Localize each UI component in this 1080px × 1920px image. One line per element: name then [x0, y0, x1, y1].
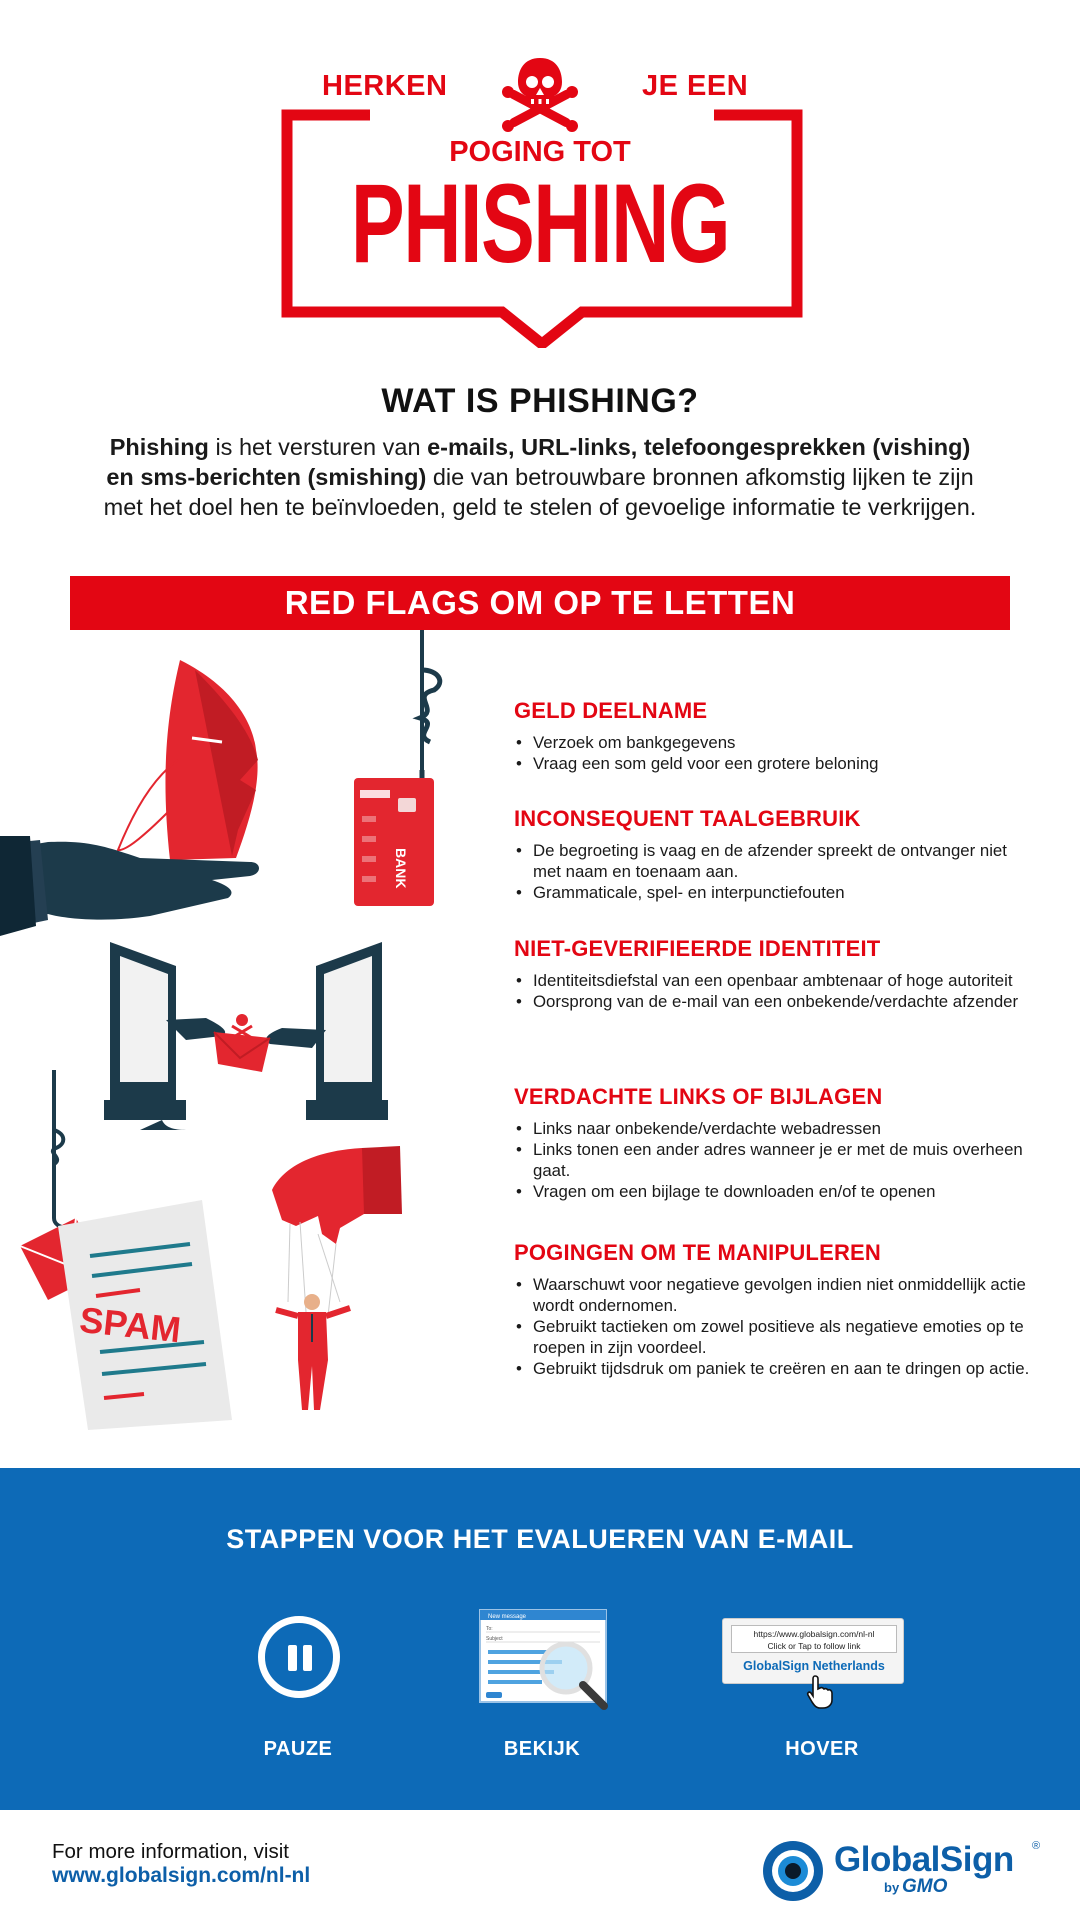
pause-icon: [258, 1616, 340, 1698]
hover-link: GlobalSign Netherlands: [743, 1659, 885, 1673]
what-title: WAT IS PHISHING?: [381, 382, 699, 420]
what-text-2: die van betrouwbare bronnen afkomstig lijken te zijn met het doel hen te beïnvloeden, geld te stelen of gevoelige informatie te verkrijgen.: [103, 464, 977, 520]
header-title: PHISHING: [350, 161, 730, 286]
footer-link[interactable]: www.globalsign.com/nl-nl: [52, 1864, 311, 1887]
globalsign-logo-name: GlobalSign: [834, 1840, 1014, 1879]
flag-money: [514, 698, 1034, 774]
step-label: PAUZE: [263, 1738, 333, 1760]
flag-item: • Vraag een som geld voor een grotere beloning: [514, 753, 1034, 774]
flag-item: • De begroeting is vaag en de afzender spreekt de ontvanger niet met naam en toenaam aan.: [514, 840, 1034, 882]
hand-cursor-icon: [806, 1674, 836, 1710]
step-hover: [712, 1608, 932, 1778]
flag-item: • Links naar onbekende/verdachte webadressen: [514, 1118, 1034, 1139]
globalsign-eye-icon: [762, 1840, 824, 1902]
red-flags-title: RED FLAGS OM OP TE LETTEN: [284, 584, 796, 621]
email-steps-section: [0, 1468, 1080, 1810]
hover-hint: Click or Tap to follow link: [767, 1641, 861, 1651]
logo-registered-mark: ®: [1032, 1840, 1041, 1852]
header: [0, 0, 1080, 360]
flag-identity: [514, 936, 1034, 1012]
svg-text:To:: To:: [486, 1626, 493, 1632]
flag-item: • Gebruikt tactieken om zowel positieve als negatieve emoties op te roepen in zijn voordeel.: [514, 1316, 1034, 1358]
what-bold-2: e-mails, URL-links, telefoongesprekken (vishing) en sms-berichten (smishing): [106, 434, 971, 490]
puppet-hand-illustration: [272, 1146, 402, 1410]
mask-hand-illustration: [0, 660, 259, 936]
flag-item: • Verzoek om bankgegevens: [514, 732, 1034, 753]
what-text-1: is het versturen van: [208, 434, 428, 460]
red-flags-illustration: [0, 630, 500, 1450]
logo-gmo: GMO: [902, 1876, 948, 1897]
flag-title: POGINGEN OM TE MANIPULEREN: [514, 1240, 881, 1265]
red-flags-banner: [70, 576, 1010, 630]
hover-url: https://www.globalsign.com/nl-nl: [753, 1629, 875, 1639]
svg-text:Subject: Subject: [486, 1636, 503, 1642]
header-subtitle: POGING TOT: [449, 136, 631, 168]
steps-title: STAPPEN VOOR HET EVALUEREN VAN E-MAIL: [226, 1524, 854, 1554]
spam-paper-illustration: [58, 1200, 232, 1430]
flag-title: GELD DEELNAME: [514, 698, 708, 723]
step-label: HOVER: [785, 1738, 859, 1760]
what-bold-1: Phishing: [109, 434, 209, 460]
flag-item: • Oorsprong van de e-mail van een onbekende/verdachte afzender: [514, 991, 1034, 1012]
svg-text:SPAM: SPAM: [77, 1298, 183, 1351]
email-magnifier-icon: [432, 1608, 652, 1728]
flag-item: • Identiteitsdiefstal van een openbaar ambtenaar of hoge autoriteit: [514, 970, 1034, 991]
flag-manipulation: [514, 1240, 1034, 1379]
step-label: BEKIJK: [503, 1738, 581, 1760]
step-pause: [188, 1608, 408, 1778]
flag-item: • Grammaticale, spel- en interpunctiefouten: [514, 882, 1034, 903]
flag-item: • Vragen om een bijlage te downloaden en/of te openen: [514, 1181, 1034, 1202]
flag-item: • Waarschuwt voor negatieve gevolgen indien niet onmiddellijk actie wordt ondernomen.: [514, 1274, 1034, 1316]
step-review: [432, 1608, 652, 1778]
hover-url-tooltip: [731, 1625, 897, 1653]
flag-title: NIET-GEVERIFIEERDE IDENTITEIT: [514, 936, 881, 961]
footer-text: For more information, visit: [52, 1840, 289, 1863]
header-word-right: JE EEN: [642, 70, 749, 102]
svg-text:BANK: BANK: [393, 848, 409, 889]
flag-links: [514, 1084, 1034, 1202]
flag-title: INCONSEQUENT TAALGEBRUIK: [514, 806, 861, 831]
flag-language: [514, 806, 1034, 903]
flag-item: • Gebruikt tijdsdruk om paniek te creëren en aan te dringen op actie.: [514, 1358, 1034, 1379]
what-description: [96, 432, 984, 522]
svg-text:New message: New message: [488, 1614, 527, 1620]
header-word-left: HERKEN: [322, 70, 448, 102]
flag-item: • Links tonen een ander adres wanneer je er met de muis overheen gaat.: [514, 1139, 1034, 1181]
monitors-envelope-illustration: [104, 942, 388, 1130]
hook-bank-card-illustration: [354, 630, 440, 906]
flag-title: VERDACHTE LINKS OF BIJLAGEN: [514, 1084, 883, 1109]
logo-by: by: [884, 1880, 900, 1895]
